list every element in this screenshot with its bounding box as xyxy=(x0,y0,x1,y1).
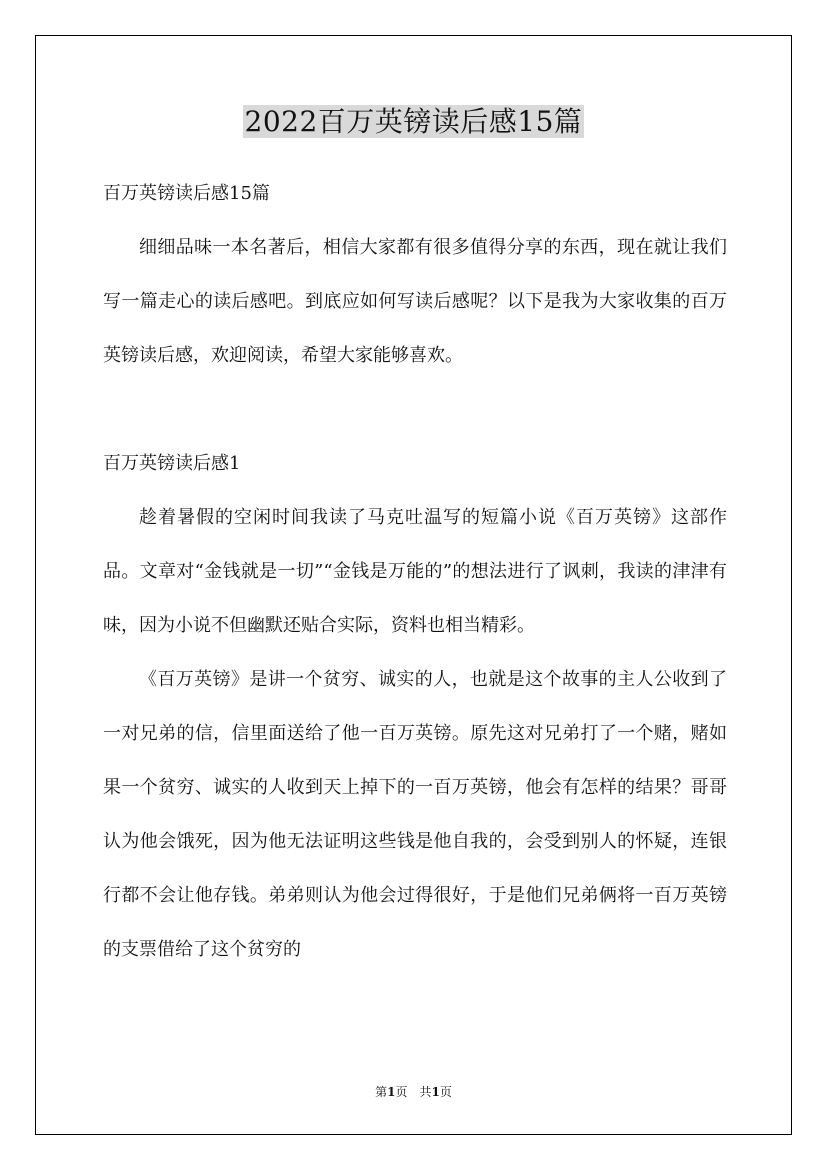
footer-page-suffix: 页 xyxy=(439,1085,452,1099)
document-title-text: 2022百万英镑读后感15篇 xyxy=(244,105,583,138)
footer-page-current: 1 xyxy=(387,1085,396,1099)
body-paragraph: 《百万英镑》是讲一个贫穷、诚实的人，也就是这个故事的主人公收到了一对兄弟的信，信里面送给了他一百万英镑。原先这对兄弟打了一个赌，赌如果一个贫穷、诚实的人收到天上掉下的一百万英镑，他会有怎样的结果？哥哥认为他会饿死，因为他无法证明这些钱是他自我的，会受到别人的怀疑，连银行都不会让他存钱。弟弟则认为他会过得很好，于是他们兄弟俩将一百万英镑的支票借给了这个贫穷的 xyxy=(103,669,727,960)
intro-paragraph: 细细品味一本名著后，相信大家都有很多值得分享的东西，现在就让我们写一篇走心的读后感吧。到底应如何写读后感呢？以下是我为大家收集的百万英镑读后感，欢迎阅读，希望大家能够喜欢。 xyxy=(103,237,727,366)
document-body xyxy=(103,167,727,977)
body-paragraph: 趁着暑假的空闲时间我读了马克吐温写的短篇小说《百万英镑》这部作品。文章对“金钱就是一切”“金钱是万能的”的想法进行了讽刺，我读的津津有味，因为小说不但幽默还贴合实际，资料也相当精彩。 xyxy=(103,507,727,636)
footer-page-total: 1 xyxy=(431,1085,440,1099)
paragraph-spacer xyxy=(103,383,727,437)
footer-page-prefix: 第 xyxy=(375,1085,388,1099)
document-title xyxy=(0,98,827,146)
section-heading: 百万英镑读后感1 xyxy=(103,453,241,474)
document-subtitle: 百万英镑读后感15篇 xyxy=(103,183,270,204)
page-footer xyxy=(0,1082,827,1102)
footer-page-mid: 页 共 xyxy=(395,1085,432,1099)
